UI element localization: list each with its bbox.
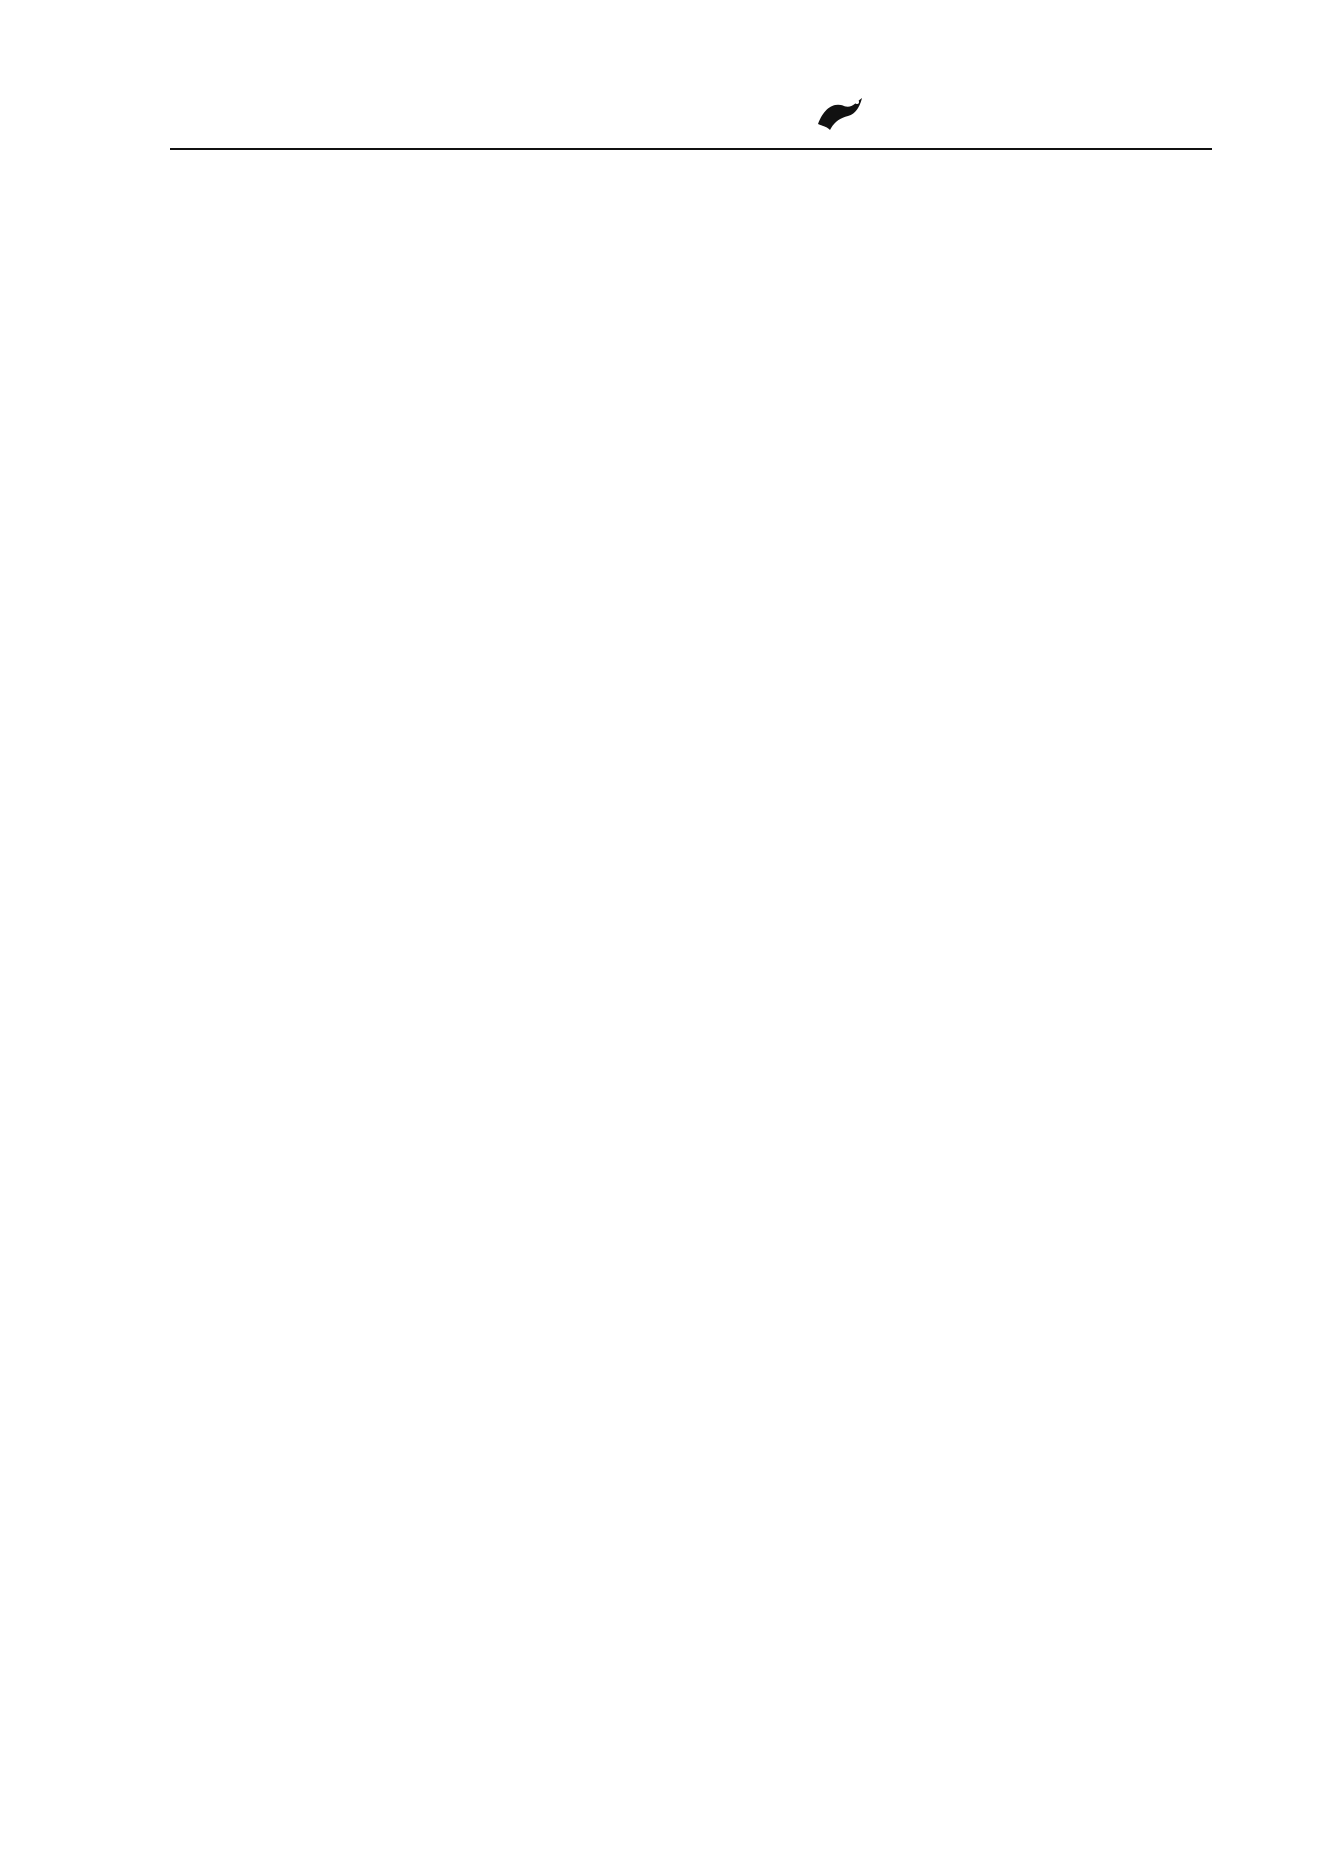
dragon-emblem-icon [810, 88, 870, 138]
page-body [170, 160, 1212, 1760]
running-header [170, 88, 1212, 150]
